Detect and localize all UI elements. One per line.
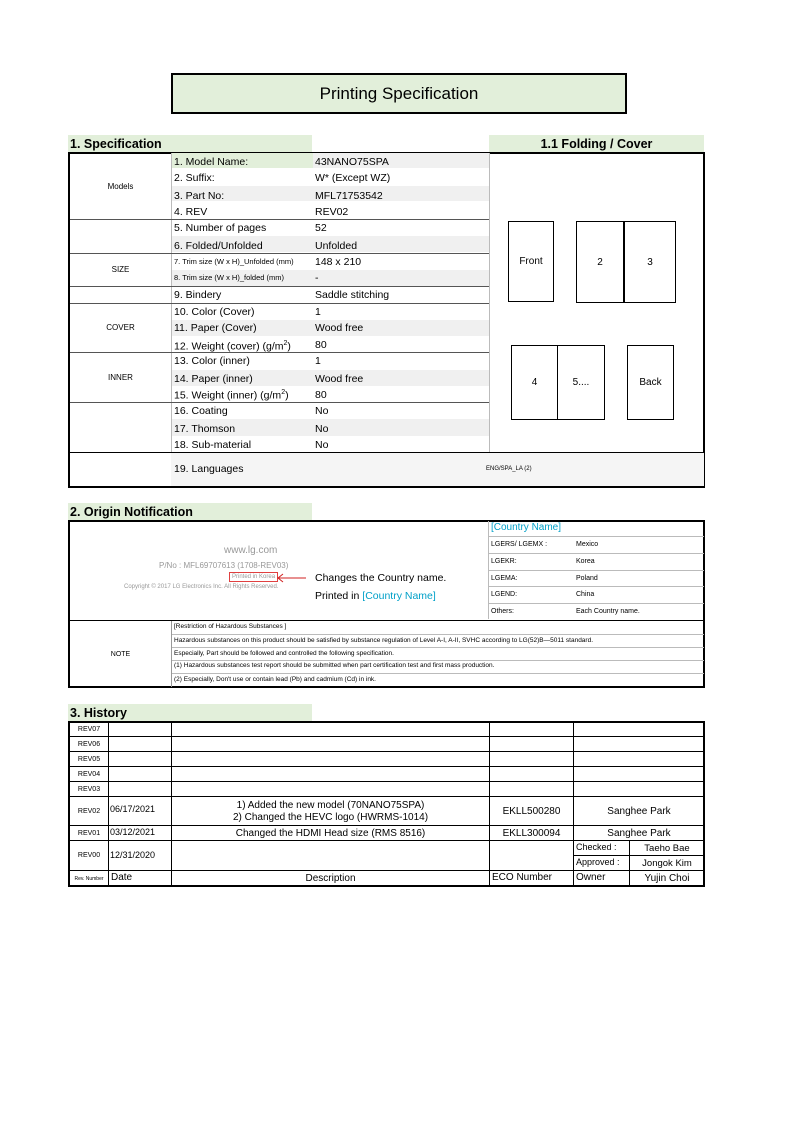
note-line-4: (1) Hazardous substances test report should be submitted when part certification test and first mass production. [174,662,495,669]
sample-part-no: P/No : MFL69707613 (1708-REV03) [159,561,289,570]
spec-label-2: 2. Suffix: [174,172,215,184]
note-line-1: [Restriction of Hazardous Substances ] [174,623,287,630]
country-code-3: LGEMA: [491,575,518,582]
group-models: Models [107,181,134,191]
spec-value-7: 148 x 210 [315,256,362,268]
country-name-1: Mexico [576,541,599,548]
country-name-header: [Country Name] [491,522,562,533]
footer-owner: Owner [576,872,606,883]
spec-value-13: 1 [315,355,321,367]
spec-value-18: No [315,439,329,451]
rev02-label: REV02 [77,807,101,815]
group-inner: INNER [108,372,133,382]
languages-value: ENG/SPA_LA (2) [486,466,532,472]
printed-in-text: Printed in [Country Name] [315,590,436,602]
rev00-date: 12/31/2020 [110,850,156,860]
spec-label-5: 5. Number of pages [174,222,267,234]
spec-label-15: 15. Weight (inner) $(g/m^2)$ [174,389,289,402]
spec-value-2: W* (Except WZ) [315,172,391,184]
country-code-1: LGERS/ LGEMX : [491,541,548,548]
spec-label-8: 8. Trim size (W x H)_folded (mm) [174,273,285,282]
country-code-5: Others: [491,608,514,615]
spec-label-4: 4. REV [174,206,208,218]
languages-label: 19. Languages [174,463,244,475]
sample-copyright: Copyright © 2017 LG Electronics Inc. All Rights Reserved. [124,584,279,590]
spec-value-16: No [315,405,329,417]
rev01-date: 03/12/2021 [110,827,156,837]
fold-back: Back [627,345,674,420]
spec-label-7: 7. Trim size (W x H)_Unfolded (mm) [174,257,294,266]
spec-label-17: 17. Thomson [174,423,236,435]
spec-value-12: 80 [315,339,327,351]
checked-name: Taeho Bae [644,842,690,854]
changes-country-text: Changes the Country name. [315,572,447,584]
spec-label-12: 12. Weight (cover) $(g/m^2)$ [174,340,291,353]
spec-value-14: Wood free [315,373,364,385]
spec-label-11: 11. Paper (Cover) [174,322,257,334]
spec-label-9: 9. Bindery [174,289,222,301]
rev06-label: REV06 [77,740,101,748]
checked-label: Checked : [576,842,617,852]
spec-value-9: Saddle stitching [315,289,390,301]
rev01-owner: Sanghee Park [607,827,671,839]
red-arrow-icon [276,573,308,583]
spec-label-14: 14. Paper (inner) [174,373,253,385]
spec-heading: 1. Specification [68,135,312,152]
spec-label-16: 16. Coating [174,405,228,417]
fold-front: Front [508,221,554,302]
rev02-date: 06/17/2021 [110,804,156,814]
rev00-label: REV00 [77,852,101,859]
fold-page-3: 3 [624,221,676,303]
country-name-2: Korea [576,558,595,565]
footer-owner-name: Yujin Choi [644,873,690,884]
spec-value-11: Wood free [315,322,364,334]
fold-page-2: 2 [576,221,624,303]
spec-value-1: 43NANO75SPA [315,156,389,168]
footer-rev-number: Rev. Number [74,875,104,882]
spec-label-1: 1. Model Name: [174,156,249,168]
rev02-desc-2: 2) Changed the HEVC logo (HWRMS-1014) [232,811,429,823]
country-code-4: LGEND: [491,591,518,598]
page-title [171,73,627,114]
country-name-3: Poland [576,575,598,582]
note-label: NOTE [110,650,131,658]
spec-value-17: No [315,423,329,435]
note-line-2: Hazardous substances on this product should be satisfied by substance regulation of Level A-I, A-II, SVHC according to LG(52)B—5011 standard. [174,637,594,644]
sample-printed-box: Printed in Korea [229,572,278,582]
country-name-4: China [576,591,595,598]
rev01-desc: Changed the HDMI Head size (RMS 8516) [235,827,426,839]
spec-value-3: MFL71753542 [315,190,383,202]
spec-label-10: 10. Color (Cover) [174,306,255,318]
rev01-eco: EKLL300094 [502,827,561,839]
footer-date: Date [111,872,133,883]
rev07-label: REV07 [77,725,101,733]
group-cover: COVER [106,323,135,332]
spec-value-15: 80 [315,389,327,401]
folding-heading: 1.1 Folding / Cover [489,135,704,152]
origin-heading: 2. Origin Notification [68,503,312,520]
spec-value-4: REV02 [315,206,349,218]
rev02-owner: Sanghee Park [607,805,671,817]
footer-eco-number: ECO Number [492,872,553,883]
page-title-text: Printing Specification [319,83,479,103]
rev05-label: REV05 [77,755,101,763]
note-line-5: (2) Especially, Don't use or contain lead (Pb) and cadmium (Cd) in ink. [174,676,376,683]
sample-www: www.lg.com [224,545,278,556]
footer-description: Description [305,873,356,884]
spec-label-18: 18. Sub-material [174,439,252,451]
spec-label-3: 3. Part No: [174,190,225,202]
spec-value-8: - [315,272,319,284]
rev02-eco: EKLL500280 [502,805,561,817]
country-code-2: LGEKR: [491,558,517,565]
fold-page-4: 4 [511,345,558,420]
approved-label: Approved : [576,857,620,867]
rev04-label: REV04 [77,770,101,778]
approved-name: Jongok Kim [642,857,692,869]
country-name-5: Each Country name. [576,608,640,615]
spec-label-6: 6. Folded/Unfolded [174,240,263,252]
group-size: SIZE [111,265,130,274]
spec-value-5: 52 [315,222,327,234]
spec-value-6: Unfolded [315,240,358,252]
spec-value-10: 1 [315,306,321,318]
fold-page-5: 5.... [557,345,605,420]
rev03-label: REV03 [77,785,101,793]
history-heading: 3. History [68,704,312,721]
spec-label-13: 13. Color (inner) [174,355,250,367]
rev01-label: REV01 [77,829,101,837]
note-line-3: Especially, Part should be followed and controlled the following specification. [174,650,394,657]
rev02-desc-1: 1) Added the new model (70NANO75SPA) [236,799,425,811]
